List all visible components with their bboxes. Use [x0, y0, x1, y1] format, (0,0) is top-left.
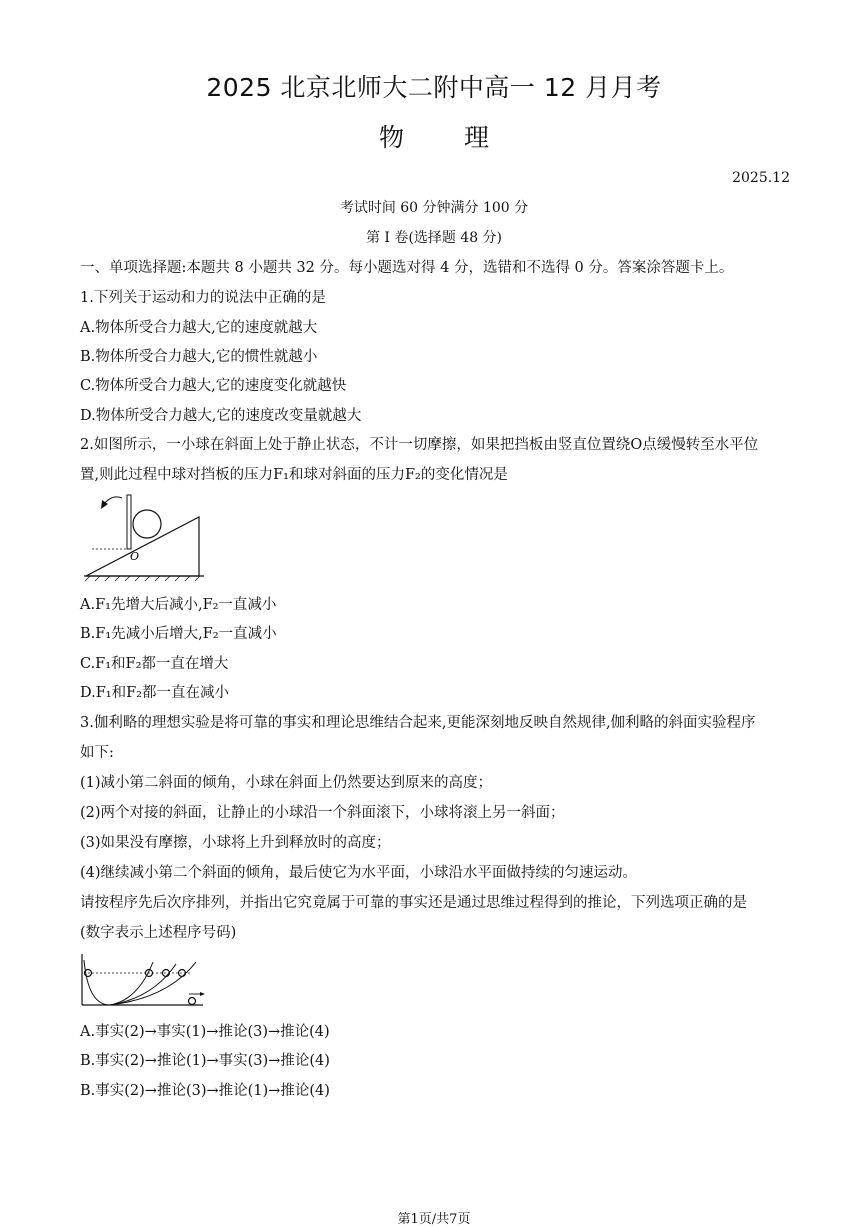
section-heading: 一、单项选择题:本题共 8 小题共 32 分。每小题选对得 4 分，选错和不选得 0 分。答案涂答题卡上。 — [80, 260, 734, 276]
q3-figure — [78, 950, 218, 1010]
q2-option-c: C.F₁和F₂都一直在增大 — [80, 656, 229, 672]
q2-stem-line2: 置,则此过程中球对挡板的压力F₁和球对斜面的压力F₂的变化情况是 — [80, 467, 508, 483]
q1-stem: 1.下列关于运动和力的说法中正确的是 — [80, 290, 326, 306]
q2-stem-line1: 2.如图所示，一小球在斜面上处于静止状态，不计一切摩擦，如果把挡板由竖直位置绕O点缓慢转至水平位 — [80, 437, 759, 453]
q2-option-d: D.F₁和F₂都一直在减小 — [80, 685, 229, 701]
q2-option-b: B.F₁先减小后增大,F₂一直减小 — [80, 626, 277, 642]
subject-title — [0, 118, 868, 154]
subject-char-1: 物 — [378, 123, 404, 152]
q1-option-d: D.物体所受合力越大,它的速度改变量就越大 — [80, 408, 362, 424]
pivot-label-o: O — [130, 550, 140, 563]
ground-hatch — [85, 576, 200, 581]
q2-option-a: A.F₁先增大后减小,F₂一直减小 — [80, 597, 277, 613]
right-curve-3 — [110, 962, 196, 1005]
q1-option-b: B.物体所受合力越大,它的惯性就越小 — [80, 349, 318, 365]
q3-option-b2: B.事实(2)→推论(3)→推论(1)→推论(4) — [80, 1083, 330, 1099]
q3-step-2: (2)两个对接的斜面，让静止的小球沿一个斜面滚下，小球将滚上另一斜面； — [80, 805, 565, 821]
motion-arrowhead — [200, 992, 205, 996]
exam-title: 2025 北京北师大二附中高一 12 月月考 — [206, 73, 662, 102]
baffle — [127, 495, 131, 549]
q1-option-c: C.物体所受合力越大,它的速度变化就越快 — [80, 378, 347, 394]
left-curve — [84, 960, 110, 1005]
ball — [133, 510, 161, 538]
right-curve-1 — [110, 962, 153, 1005]
ball-horizontal — [189, 998, 196, 1005]
incline — [86, 517, 199, 576]
right-curve-2 — [110, 964, 176, 1005]
q3-step-4: (4)继续减小第二个斜面的倾角，最后使它为水平面，小球沿水平面做持续的匀速运动。 — [80, 865, 638, 881]
q3-step-3: (3)如果没有摩擦，小球将上升到释放时的高度； — [80, 835, 391, 851]
q3-ask-line1: 请按程序先后次序排列，并指出它究竟属于可靠的事实还是通过思维过程得到的推论，下列选项正确的是 — [80, 895, 747, 911]
subject-char-2: 理 — [464, 123, 490, 152]
q3-stem-line1: 3.伽利略的理想实验是将可靠的事实和理论思维结合起来,更能深刻地反映自然规律,伽利略的斜面实验程序 — [80, 715, 756, 731]
exam-info: 考试时间 60 分钟满分 100 分 — [339, 200, 529, 216]
q1-option-a: A.物体所受合力越大,它的速度就越大 — [80, 320, 318, 336]
q3-step-1: (1)减小第二斜面的倾角，小球在斜面上仍然要达到原来的高度； — [80, 775, 493, 791]
q3-ask-line2: (数字表示上述程序号码) — [80, 925, 237, 941]
exam-date: 2025.12 — [732, 170, 790, 186]
q2-figure — [82, 490, 212, 585]
q3-option-b: B.事实(2)→推论(1)→事实(3)→推论(4) — [80, 1053, 330, 1069]
q3-option-a: A.事实(2)→事实(1)→推论(3)→推论(4) — [80, 1024, 330, 1040]
page-footer: 第1页/共7页 — [397, 1212, 471, 1227]
q3-stem-line2: 如下: — [80, 745, 114, 761]
rotation-arrow — [104, 497, 122, 504]
part-title: 第 I 卷(选择题 48 分) — [365, 230, 503, 246]
